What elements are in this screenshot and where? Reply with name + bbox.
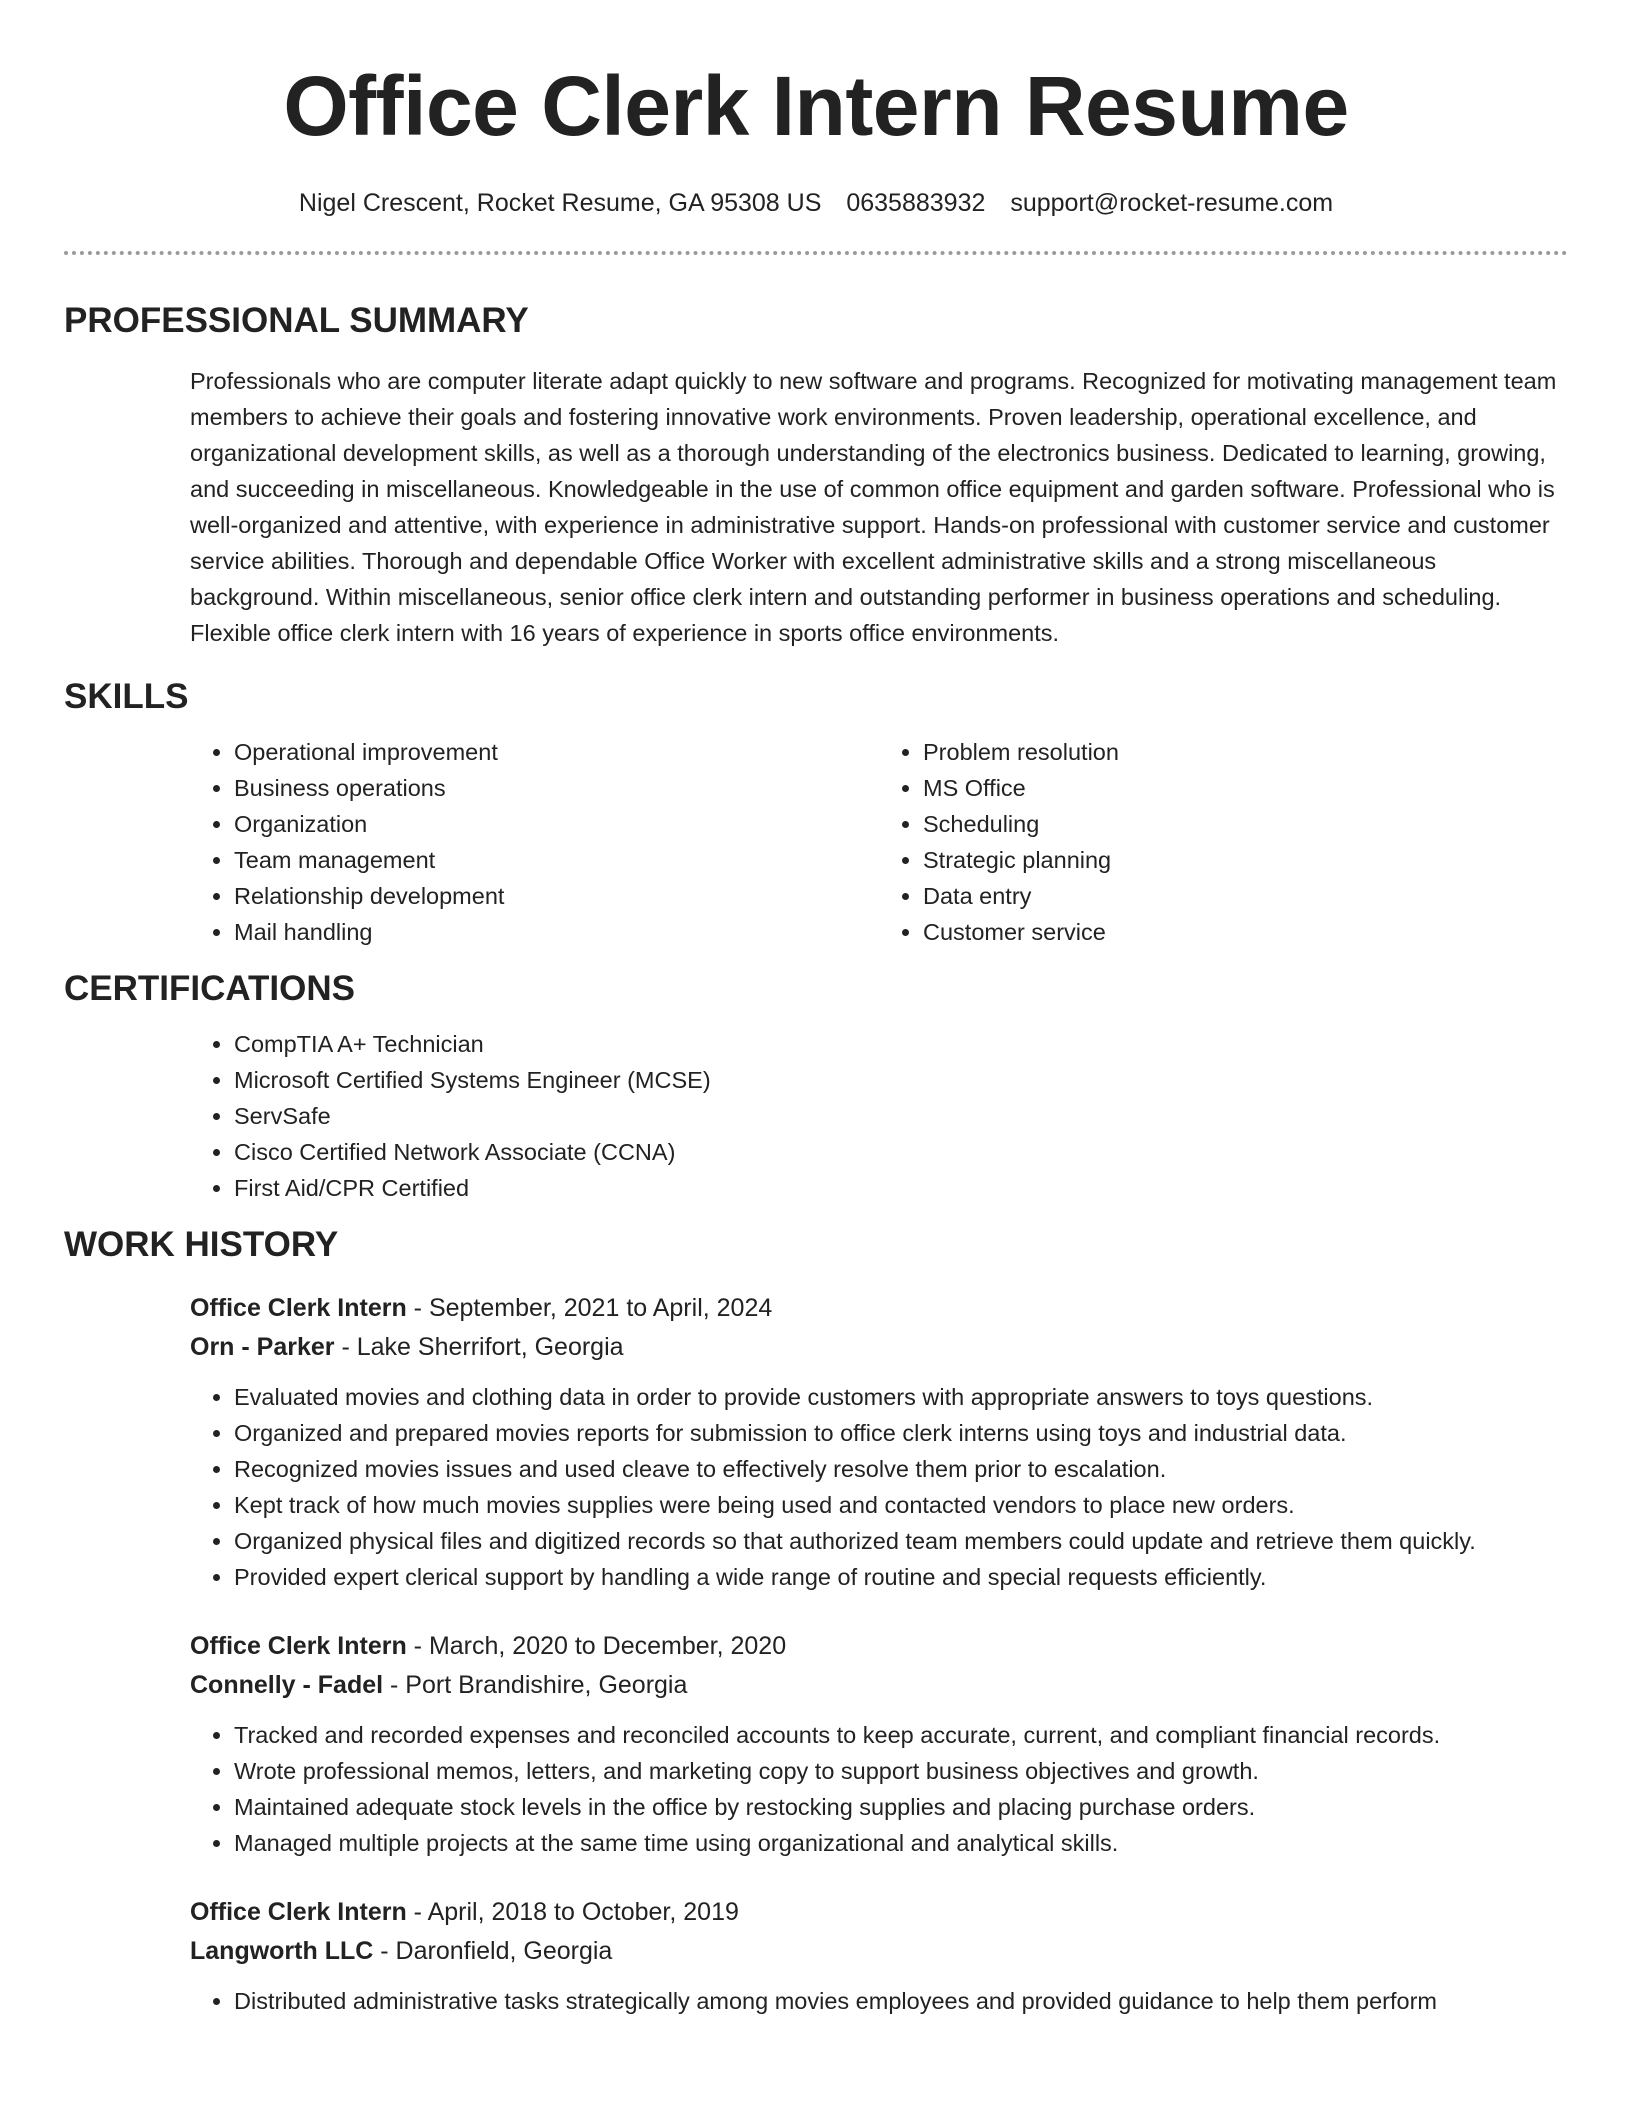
skill-item: • Strategic planning	[923, 842, 1568, 878]
job-title-line	[190, 1627, 1568, 1666]
job-location: - Lake Sherrifort, Georgia	[334, 1333, 624, 1361]
certification-item: • CompTIA A+ Technician	[234, 1026, 1568, 1062]
section-heading-summary: PROFESSIONAL SUMMARY	[64, 301, 529, 340]
certifications-list	[190, 1026, 1568, 1206]
certification-item: • Cisco Certified Network Associate (CCNA)	[234, 1134, 1568, 1170]
job-bullet: • Organized and prepared movies reports for submission to office clerk interns using toys and industrial data.	[234, 1415, 1568, 1451]
job-bullet: • Maintained adequate stock levels in the office by restocking supplies and placing purchase orders.	[234, 1789, 1568, 1825]
certifications-section	[64, 969, 1568, 1206]
skill-item: • Scheduling	[923, 806, 1568, 842]
header-divider	[64, 251, 1568, 255]
contact-line	[64, 188, 1568, 218]
job-entry	[190, 1627, 1568, 1861]
job-bullet: • Distributed administrative tasks strategically among movies employees and provided guidance to help them perform	[234, 1983, 1568, 2019]
job-dates: - April, 2018 to October, 2019	[406, 1898, 739, 1926]
skill-item: • MS Office	[923, 770, 1568, 806]
contact-phone: 0635883932	[846, 189, 986, 217]
job-location: - Port Brandishire, Georgia	[383, 1671, 688, 1699]
job-company-line	[190, 1932, 1568, 1971]
skill-item: • Customer service	[923, 914, 1568, 950]
job-bullet-list	[190, 1717, 1568, 1861]
job-title-line	[190, 1289, 1568, 1328]
section-heading-work-history: WORK HISTORY	[64, 1225, 339, 1264]
job-entry	[190, 1289, 1568, 1595]
skill-item: • Mail handling	[234, 914, 879, 950]
contact-email[interactable]: support@rocket-resume.com	[1010, 189, 1334, 217]
job-company-line	[190, 1666, 1568, 1705]
job-bullet-list	[190, 1379, 1568, 1595]
job-bullet: • Provided expert clerical support by handling a wide range of routine and special requests efficiently.	[234, 1559, 1568, 1595]
job-company-line	[190, 1328, 1568, 1367]
resume-header	[64, 0, 1568, 218]
job-dates: - September, 2021 to April, 2024	[406, 1294, 773, 1322]
skill-item: • Team management	[234, 842, 879, 878]
skills-list-right	[879, 734, 1568, 950]
job-dates: - March, 2020 to December, 2020	[406, 1632, 787, 1660]
certification-item: • First Aid/CPR Certified	[234, 1170, 1568, 1206]
job-bullet: • Organized physical files and digitized records so that authorized team members could update and retrieve them quickly.	[234, 1523, 1568, 1559]
skills-section	[64, 677, 1568, 950]
contact-address: Nigel Crescent, Rocket Resume, GA 95308 US	[298, 189, 822, 217]
summary-text: Professionals who are computer literate adapt quickly to new software and programs. Recognized for motivating management team members to achieve their goals and fostering innovative work environments. Proven leadership, operational excellence, and organizational development skills, as well as a thorough understanding of the electronics business. Dedicated to learning, growing, and succeeding in miscellaneous. Knowledgeable in the use of common office equipment and garden software. Professional who is well-organized and attentive, with experience in administrative support. Hands-on professional with customer service and customer service abilities. Thorough and dependable Office Worker with excellent administrative skills and a strong miscellaneous background. Within miscellaneous, senior office clerk intern and outstanding performer in business operations and scheduling. Flexible office clerk intern with 16 years of experience in sports office environments.	[190, 368, 1557, 646]
job-bullet: • Managed multiple projects at the same time using organizational and analytical skills.	[234, 1825, 1568, 1861]
skill-item: • Relationship development	[234, 878, 879, 914]
job-company: Langworth LLC	[190, 1937, 374, 1965]
section-heading-skills: SKILLS	[64, 677, 189, 716]
job-bullet: • Tracked and recorded expenses and reconciled accounts to keep accurate, current, and compliant financial records.	[234, 1717, 1568, 1753]
skill-item: • Operational improvement	[234, 734, 879, 770]
job-title-line	[190, 1893, 1568, 1932]
job-entry	[190, 1893, 1568, 2019]
job-title: Office Clerk Intern	[190, 1632, 407, 1660]
professional-summary-section	[64, 301, 1568, 651]
job-company: Orn - Parker	[190, 1333, 335, 1361]
job-company: Connelly - Fadel	[190, 1671, 384, 1699]
certification-item: • ServSafe	[234, 1098, 1568, 1134]
skills-list-left	[190, 734, 879, 950]
work-history-section	[64, 1225, 1568, 2019]
job-location: - Daronfield, Georgia	[373, 1937, 613, 1965]
job-bullet: • Recognized movies issues and used cleave to effectively resolve them prior to escalation.	[234, 1451, 1568, 1487]
job-title: Office Clerk Intern	[190, 1294, 407, 1322]
skill-item: • Data entry	[923, 878, 1568, 914]
job-bullet-list	[190, 1983, 1568, 2019]
job-bullet: • Wrote professional memos, letters, and marketing copy to support business objectives and growth.	[234, 1753, 1568, 1789]
job-title: Office Clerk Intern	[190, 1898, 407, 1926]
skill-item: • Problem resolution	[923, 734, 1568, 770]
skill-item: • Organization	[234, 806, 879, 842]
skill-item: • Business operations	[234, 770, 879, 806]
section-heading-certifications: CERTIFICATIONS	[64, 969, 356, 1008]
job-bullet: • Evaluated movies and clothing data in order to provide customers with appropriate answers to toys questions.	[234, 1379, 1568, 1415]
skills-grid	[190, 734, 1568, 950]
job-bullet: • Kept track of how much movies supplies were being used and contacted vendors to place new orders.	[234, 1487, 1568, 1523]
certification-item: • Microsoft Certified Systems Engineer (MCSE)	[234, 1062, 1568, 1098]
page-title: Office Clerk Intern Resume	[283, 59, 1349, 153]
